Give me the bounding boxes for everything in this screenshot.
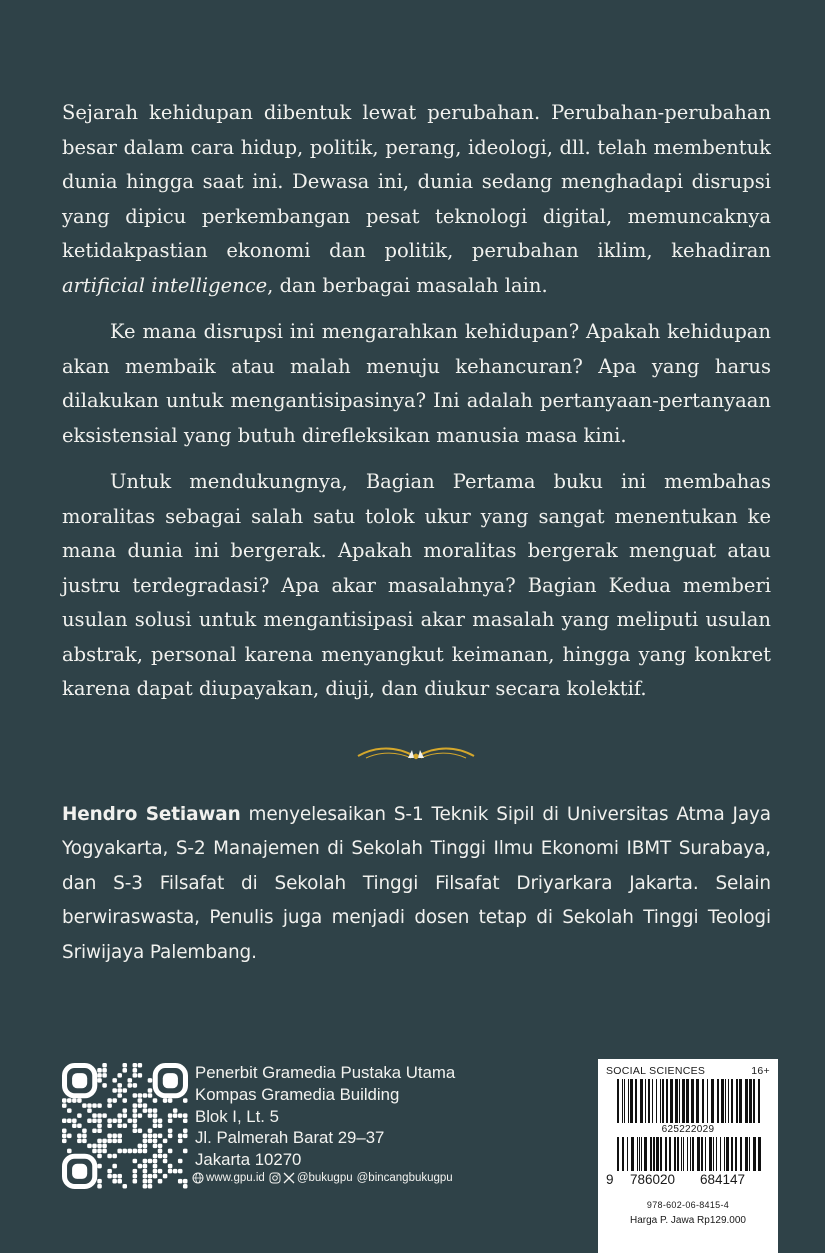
ean-prefix: 9 — [606, 1172, 614, 1187]
blurb-p1-text: Sejarah kehidupan dibentuk lewat perubahan. Perubahan-perubahan besar dalam cara hidup, politik, perang, ideologi, dll. telah membentuk dunia hingga saat ini. Dewasa ini, dunia sedang menghadapi disrupsi yang dipicu perkembangan pesat teknologi digital, memuncaknya ketidakpastian ekonomi dan politik, perubahan iklim, kehadiran — [62, 101, 771, 262]
community-handle[interactable]: @bincangbukugpu — [356, 1172, 453, 1184]
publisher-address — [195, 1062, 455, 1171]
book-category: SOCIAL SCIENCES — [606, 1065, 706, 1077]
barcode-internal-icon — [617, 1079, 761, 1123]
author-name: Hendro Setiawan — [62, 804, 241, 825]
gold-flourish-ornament-icon — [356, 742, 476, 764]
globe-icon — [192, 1172, 204, 1184]
publisher-line: Kompas Gramedia Building — [195, 1084, 400, 1104]
ean-left: 786020 — [630, 1172, 676, 1187]
author-bio-text: menyelesaikan S-1 Teknik Sipil di Universitas Atma Jaya Yogyakarta, S-2 Manajemen di Sekolah Tinggi Ilmu Ekonomi IBMT Surabaya, dan S-3 Filsafat di Sekolah Tinggi Filsafat Driyarkara Jakarta. Selain berwiraswasta, Penulis juga menjadi dosen tetap di Sekolah Tinggi Teologi Sriwijaya Palembang. — [62, 804, 771, 963]
blurb-paragraph-1 — [62, 96, 771, 303]
x-logo-icon — [283, 1172, 295, 1184]
blurb-p1-tail: , dan berbagai masalah lain. — [267, 273, 548, 297]
publisher-line: Jl. Palmerah Barat 29–37 — [195, 1128, 385, 1148]
social-handle[interactable]: @bukugpu — [296, 1172, 353, 1184]
age-rating: 16+ — [751, 1065, 770, 1077]
website-link[interactable]: www.gpu.id — [206, 1172, 265, 1184]
blurb-paragraph-3: Untuk mendukungnya, Bagian Pertama buku ini membahas moralitas sebagai salah satu tolok ukur yang sangat menentukan ke mana dunia ini bergerak. Apakah moralitas bergerak menguat atau justru terdegradasi? Apa akar masalahnya? Bagian Kedua memberi usulan solusi untuk mengantisipasi akar masalah yang meliputi usulan abstrak, personal karena menyangkut keimanan, hingga yang konkret karena dapat diupayakan, diuji, dan diukur secara kolektif. — [62, 470, 771, 700]
publisher-line: Jakarta 10270 — [195, 1150, 302, 1170]
internal-code: 625222029 — [661, 1124, 715, 1135]
barcode-header — [606, 1065, 770, 1077]
blurb-p1-italic: artificial intelligence — [62, 273, 268, 297]
isbn: 978-602-06-8415-4 — [646, 1200, 730, 1210]
publisher-line: Blok I, Lt. 5 — [195, 1106, 279, 1126]
ean-right: 684147 — [700, 1172, 746, 1187]
author-bio — [62, 798, 771, 970]
qr-code-icon[interactable] — [62, 1063, 188, 1189]
blurb-paragraph-2: Ke mana disrupsi ini mengarahkan kehidupan? Apakah kehidupan akan membaik atau malah menuju kehancuran? Apa yang harus dilakukan untuk mengantisipasinya? Ini adalah pertanyaan-pertanyaan eksistensial yang butuh direfleksikan manusia masa kini. — [62, 320, 771, 447]
publisher-line: Penerbit Gramedia Pustaka Utama — [195, 1063, 456, 1082]
barcode-label — [598, 1059, 778, 1253]
publisher-socials — [192, 1172, 453, 1184]
instagram-icon — [269, 1172, 281, 1184]
price: Harga P. Jawa Rp129.000 — [629, 1215, 746, 1226]
ean-digits — [606, 1172, 770, 1187]
back-cover-blurb — [62, 96, 771, 719]
